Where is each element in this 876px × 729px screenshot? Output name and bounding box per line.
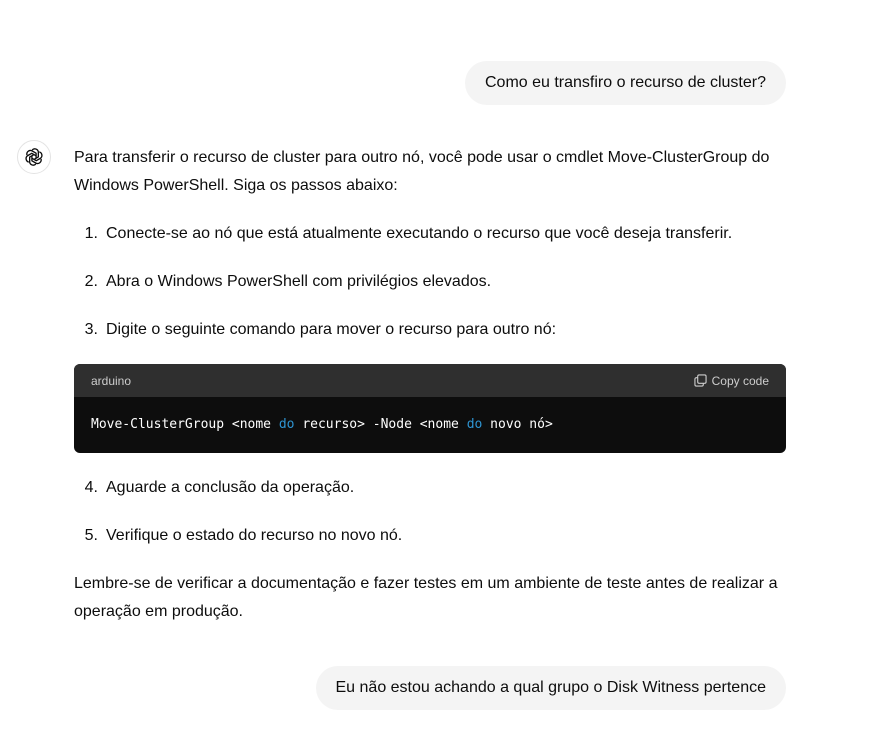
copy-icon	[694, 374, 707, 387]
code-block	[74, 364, 786, 453]
step-number: 4.	[84, 479, 98, 496]
step-text: Aguarde a conclusão da operação.	[106, 479, 355, 496]
assistant-intro: Para transferir o recurso de cluster para outro nó, você pode usar o cmdlet Move-ClusterGroup do Windows PowerShell. Siga os passos abaixo:	[74, 149, 770, 194]
list-item	[74, 522, 786, 550]
steps-list	[74, 220, 786, 344]
step-text: Conecte-se ao nó que está atualmente executando o recurso que você deseja transferir.	[106, 225, 733, 242]
assistant-message	[74, 144, 786, 626]
step-number: 1.	[84, 225, 98, 242]
step-number: 3.	[84, 321, 98, 338]
code-keyword: do	[466, 417, 483, 432]
code-keyword: do	[278, 417, 295, 432]
step-number: 2.	[84, 273, 98, 290]
code-token: Move-ClusterGroup <nome	[91, 417, 279, 432]
code-content[interactable]	[74, 397, 786, 453]
list-item	[74, 268, 786, 296]
openai-logo-icon	[24, 147, 44, 167]
step-number: 5.	[84, 527, 98, 544]
copy-code-button[interactable]	[694, 367, 769, 395]
assistant-closing: Lembre-se de verificar a documentação e fazer testes em um ambiente de teste antes de realizar a operação em produção.	[74, 575, 778, 620]
assistant-avatar	[17, 140, 51, 174]
step-text: Digite o seguinte comando para mover o recurso para outro nó:	[106, 321, 557, 338]
code-token: recurso> -Node <nome	[294, 417, 467, 432]
list-item	[74, 316, 786, 344]
list-item	[74, 474, 786, 502]
step-text: Abra o Windows PowerShell com privilégios elevados.	[106, 273, 492, 290]
list-item	[74, 220, 786, 248]
code-language-label: arduino	[91, 373, 132, 388]
user-message-bubble: Eu não estou achando a qual grupo o Disk Witness pertence	[316, 666, 787, 710]
user-message-bubble: Como eu transfiro o recurso de cluster?	[465, 61, 786, 105]
steps-list-continued	[74, 474, 786, 550]
code-header	[74, 364, 786, 397]
copy-code-label: Copy code	[711, 373, 769, 388]
code-token: novo nó>	[482, 417, 553, 432]
step-text: Verifique o estado do recurso no novo nó.	[106, 527, 403, 544]
